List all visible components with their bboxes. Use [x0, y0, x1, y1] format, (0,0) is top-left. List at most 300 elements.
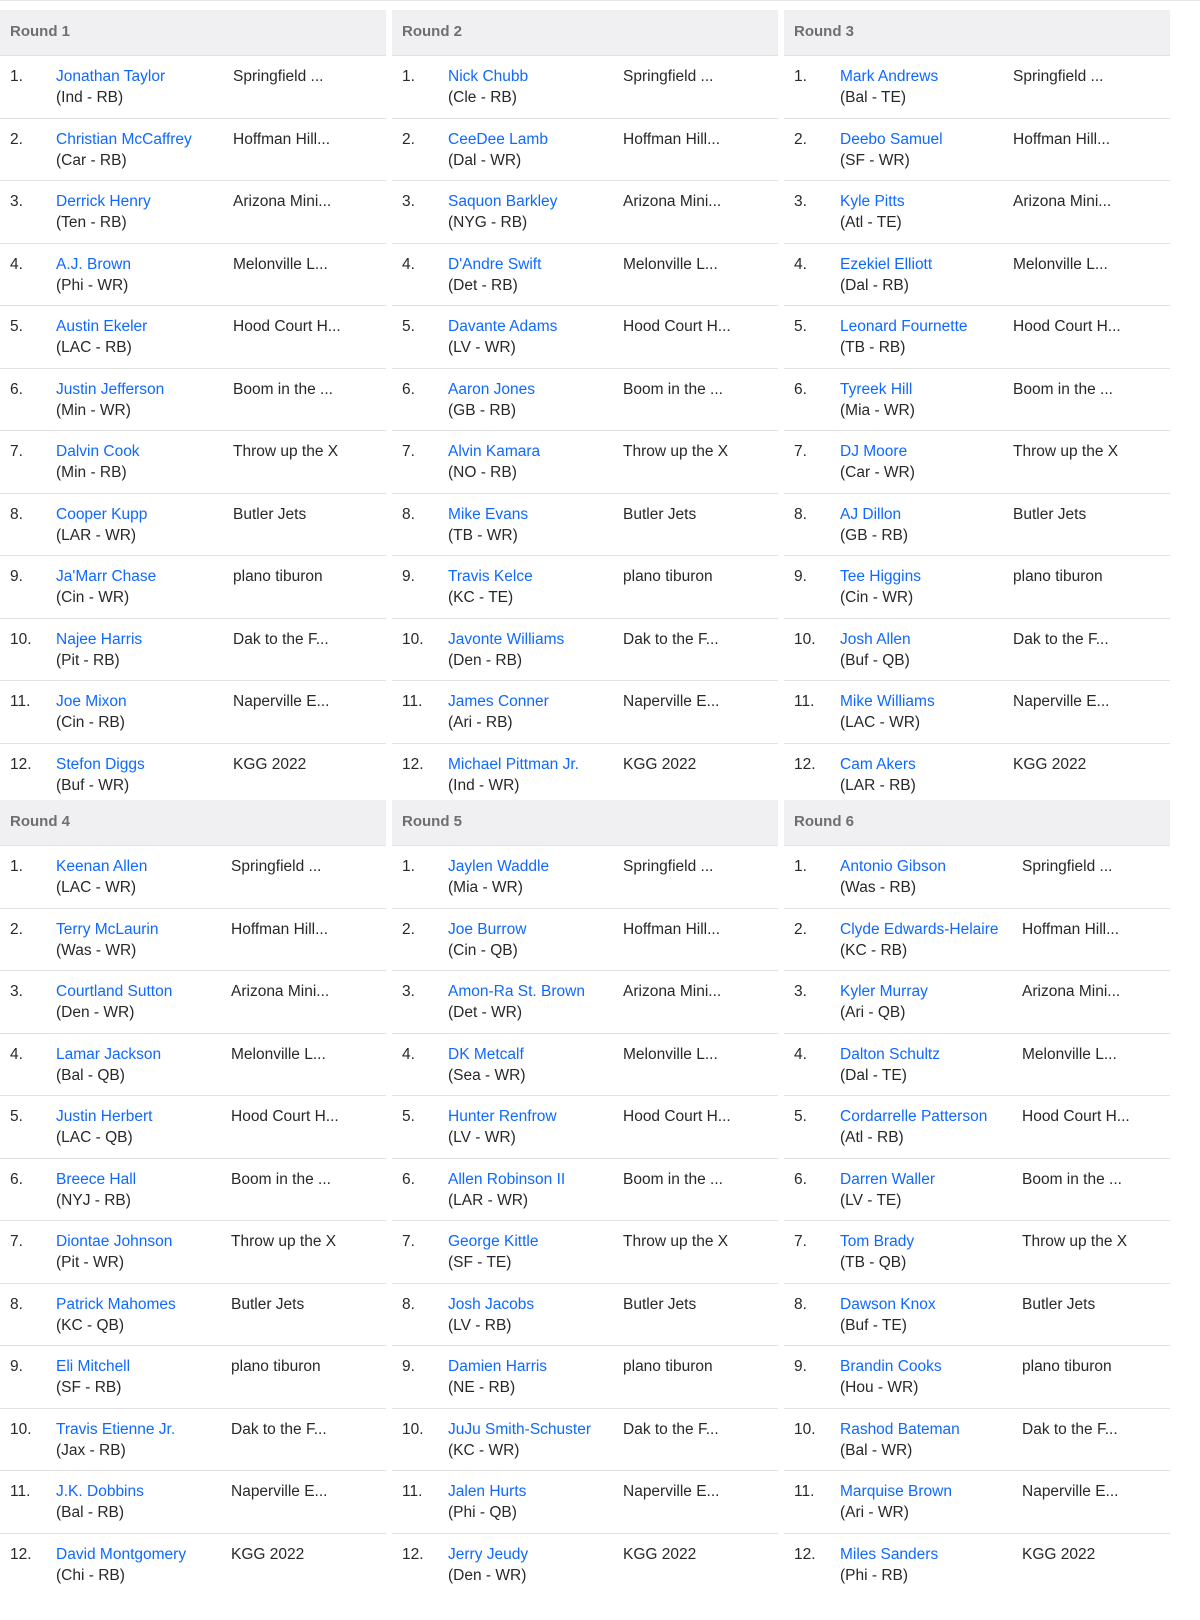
pick-row [0, 369, 386, 432]
player-team-position: (Dal - WR) [448, 151, 522, 169]
pick-number: 7. [10, 443, 23, 460]
fantasy-team-name: Melonville L... [233, 255, 328, 273]
pick-number: 5. [10, 1108, 23, 1125]
pick-row [392, 556, 778, 619]
pick-row [392, 1534, 778, 1597]
player-team-position: (Jax - RB) [56, 1441, 126, 1459]
player-team-position: (Min - RB) [56, 464, 127, 481]
player-name-link[interactable]: Clyde Edwards-Helaire [840, 920, 999, 938]
pick-row [0, 909, 386, 972]
pick-row [784, 846, 1170, 909]
pick-row [392, 56, 778, 119]
player-name-link[interactable]: Ja'Marr Chase [56, 568, 157, 585]
fantasy-team-name: Hoffman Hill... [1013, 130, 1111, 148]
fantasy-team-name: Butler Jets [623, 1295, 697, 1313]
player-name-link[interactable]: Keenan Allen [56, 858, 148, 875]
fantasy-team-name: plano tiburon [231, 1358, 321, 1375]
player-team-position: (LAR - WR) [448, 1191, 529, 1209]
player-cell [448, 254, 541, 296]
pick-row [392, 1034, 778, 1097]
player-team-position: (Ari - QB) [840, 1004, 906, 1021]
player-cell [448, 566, 533, 608]
round-header: Round 2 [392, 10, 778, 56]
pick-row [784, 619, 1170, 682]
player-cell [56, 66, 165, 108]
pick-row [784, 1096, 1170, 1159]
player-name-link[interactable]: Tyreek Hill [840, 380, 913, 398]
pick-number: 8. [794, 505, 807, 523]
pick-number: 9. [10, 1358, 23, 1375]
player-name-link[interactable]: Terry McLaurin [56, 920, 159, 938]
player-team-position: (Pit - RB) [56, 651, 120, 669]
pick-number: 5. [794, 318, 807, 335]
pick-number: 10. [402, 1420, 424, 1438]
pick-row [392, 369, 778, 432]
player-cell [448, 191, 557, 233]
player-name-link[interactable]: Jaylen Waddle [448, 858, 550, 875]
player-name-link[interactable]: Najee Harris [56, 630, 143, 648]
player-team-position: (Was - RB) [840, 879, 917, 896]
fantasy-team-name: Arizona Mini... [623, 983, 722, 1000]
pick-row [784, 369, 1170, 432]
player-name-link[interactable]: Josh Jacobs [448, 1295, 535, 1313]
player-team-position: (Mia - WR) [840, 401, 915, 419]
player-name-link[interactable]: Leonard Fournette [840, 318, 968, 335]
player-name-link[interactable]: Aaron Jones [448, 380, 536, 398]
player-cell [840, 1044, 940, 1086]
pick-row [392, 681, 778, 744]
pick-row [784, 1409, 1170, 1472]
player-team-position: (Chi - RB) [56, 1566, 125, 1584]
pick-number: 1. [794, 858, 807, 875]
player-name-link[interactable]: Christian McCaffrey [56, 130, 192, 148]
player-name-link[interactable]: Jerry Jeudy [448, 1545, 529, 1563]
pick-row [784, 744, 1170, 807]
player-name-link[interactable]: Rashod Bateman [840, 1420, 960, 1438]
player-cell [448, 856, 549, 898]
pick-row [0, 846, 386, 909]
player-name-link[interactable]: Javonte Williams [448, 630, 565, 648]
round-2-section [392, 10, 778, 806]
pick-number: 11. [794, 693, 815, 710]
player-name-link[interactable]: Patrick Mahomes [56, 1295, 176, 1313]
pick-row [392, 431, 778, 494]
player-cell [56, 1231, 172, 1273]
pick-row [0, 1284, 386, 1347]
player-name-link[interactable]: George Kittle [448, 1233, 539, 1250]
player-cell [56, 316, 147, 358]
pick-row [784, 1159, 1170, 1222]
pick-number: 8. [10, 505, 23, 523]
pick-number: 6. [10, 380, 23, 398]
player-team-position: (LAC - WR) [56, 879, 137, 896]
player-cell [840, 1481, 952, 1523]
player-name-link[interactable]: Ezekiel Elliott [840, 255, 933, 273]
player-name-link[interactable]: DJ Moore [840, 443, 908, 460]
player-team-position: (LV - WR) [448, 339, 516, 356]
pick-row [392, 306, 778, 369]
player-name-link[interactable]: James Conner [448, 693, 549, 710]
player-team-position: (Den - RB) [448, 651, 523, 669]
fantasy-team-name: Hoffman Hill... [231, 920, 329, 938]
player-name-link[interactable]: Joe Burrow [448, 920, 527, 938]
pick-row [0, 119, 386, 182]
player-name-link[interactable]: Antonio Gibson [840, 858, 946, 875]
player-name-link[interactable]: Dalvin Cook [56, 443, 140, 460]
player-cell [448, 1169, 565, 1211]
fantasy-team-name: Hoffman Hill... [1022, 920, 1120, 938]
round-header: Round 5 [392, 800, 778, 846]
pick-row [392, 244, 778, 307]
fantasy-team-name: Throw up the X [233, 443, 339, 460]
fantasy-team-name: Naperville E... [1013, 693, 1110, 710]
pick-number: 6. [794, 380, 807, 398]
player-cell [840, 1231, 914, 1273]
pick-row [784, 244, 1170, 307]
pick-row [784, 306, 1170, 369]
pick-number: 8. [794, 1295, 807, 1313]
player-name-link[interactable]: J.K. Dobbins [56, 1483, 144, 1500]
player-team-position: (Cin - WR) [56, 589, 130, 606]
pick-row [0, 681, 386, 744]
fantasy-team-name: Melonville L... [1013, 255, 1108, 273]
player-name-link[interactable]: Davante Adams [448, 318, 558, 335]
player-name-link[interactable]: Dawson Knox [840, 1295, 936, 1313]
player-name-link[interactable]: Nick Chubb [448, 68, 529, 85]
player-name-link[interactable]: Travis Etienne Jr. [56, 1420, 176, 1438]
fantasy-team-name: Hoffman Hill... [623, 920, 721, 938]
pick-number: 11. [402, 693, 423, 710]
top-divider [0, 0, 1200, 1]
pick-number: 9. [794, 1358, 807, 1375]
player-name-link[interactable]: JuJu Smith-Schuster [448, 1420, 591, 1438]
pick-number: 9. [402, 568, 415, 585]
pick-number: 10. [794, 1420, 816, 1438]
player-team-position: (Dal - TE) [840, 1066, 907, 1084]
player-team-position: (SF - RB) [56, 1379, 122, 1396]
player-team-position: (LAC - RB) [56, 339, 132, 356]
player-team-position: (Ind - WR) [448, 776, 520, 794]
player-cell [840, 566, 921, 608]
fantasy-team-name: Hoffman Hill... [233, 130, 331, 148]
fantasy-team-name: Boom in the ... [1013, 380, 1113, 398]
pick-row [784, 1284, 1170, 1347]
pick-number: 11. [10, 1483, 31, 1500]
player-cell [448, 1294, 534, 1336]
pick-number: 1. [794, 68, 807, 85]
fantasy-team-name: Naperville E... [231, 1483, 328, 1500]
player-cell [448, 316, 557, 358]
player-name-link[interactable]: Tee Higgins [840, 568, 921, 585]
player-name-link[interactable]: Kyler Murray [840, 983, 928, 1000]
fantasy-team-name: Hood Court H... [1013, 318, 1121, 335]
pick-number: 4. [10, 1045, 23, 1063]
pick-row [392, 1096, 778, 1159]
player-name-link[interactable]: Kyle Pitts [840, 193, 905, 210]
player-team-position: (Den - WR) [448, 1566, 527, 1584]
pick-number: 5. [10, 318, 23, 335]
fantasy-team-name: KGG 2022 [623, 1545, 697, 1563]
fantasy-team-name: Arizona Mini... [1013, 193, 1112, 210]
player-name-link[interactable]: Deebo Samuel [840, 130, 943, 148]
pick-number: 4. [402, 255, 415, 273]
pick-row [392, 1346, 778, 1409]
fantasy-team-name: Dak to the F... [1022, 1420, 1118, 1438]
player-name-link[interactable]: Alvin Kamara [448, 443, 541, 460]
player-cell [448, 981, 585, 1023]
player-team-position: (NO - RB) [448, 464, 517, 481]
pick-row [784, 119, 1170, 182]
player-team-position: (Cle - RB) [448, 89, 517, 106]
player-name-link[interactable]: Allen Robinson II [448, 1170, 566, 1188]
fantasy-team-name: Throw up the X [1013, 443, 1119, 460]
player-name-link[interactable]: Stefon Diggs [56, 755, 145, 773]
fantasy-team-name: Throw up the X [231, 1233, 337, 1250]
pick-row [0, 306, 386, 369]
pick-number: 12. [10, 755, 32, 773]
fantasy-team-name: KGG 2022 [623, 755, 697, 773]
player-cell [840, 981, 928, 1023]
fantasy-team-name: Dak to the F... [623, 1420, 719, 1438]
player-name-link[interactable]: David Montgomery [56, 1545, 187, 1563]
pick-row [0, 1409, 386, 1472]
player-team-position: (LAR - WR) [56, 526, 137, 544]
fantasy-team-name: Boom in the ... [231, 1170, 331, 1188]
round-header: Round 3 [784, 10, 1170, 56]
fantasy-team-name: plano tiburon [623, 1358, 713, 1375]
fantasy-team-name: Boom in the ... [623, 380, 723, 398]
player-team-position: (TB - WR) [448, 526, 518, 544]
fantasy-team-name: plano tiburon [623, 568, 713, 585]
player-name-link[interactable]: Diontae Johnson [56, 1233, 173, 1250]
pick-number: 12. [794, 755, 816, 773]
round-4-section [0, 800, 386, 1596]
player-name-link[interactable]: Dalton Schultz [840, 1045, 940, 1063]
pick-row [784, 1034, 1170, 1097]
player-cell [56, 919, 159, 961]
player-name-link[interactable]: Damien Harris [448, 1358, 548, 1375]
pick-number: 4. [10, 255, 23, 273]
fantasy-team-name: Hood Court H... [623, 1108, 731, 1125]
player-team-position: (SF - TE) [448, 1254, 512, 1271]
player-name-link[interactable]: AJ Dillon [840, 505, 902, 523]
pick-row [392, 971, 778, 1034]
fantasy-team-name: Springfield ... [233, 68, 324, 85]
fantasy-team-name: Melonville L... [623, 1045, 718, 1063]
fantasy-team-name: Hood Court H... [1022, 1108, 1130, 1125]
player-team-position: (Was - WR) [56, 941, 137, 959]
fantasy-team-name: KGG 2022 [1022, 1545, 1096, 1563]
player-cell [56, 1356, 130, 1398]
pick-number: 2. [794, 920, 807, 938]
player-cell [56, 129, 192, 171]
player-cell [840, 754, 916, 796]
player-team-position: (Atl - TE) [840, 214, 902, 231]
player-team-position: (Mia - WR) [448, 879, 523, 896]
player-cell [840, 691, 935, 733]
round-header: Round 6 [784, 800, 1170, 846]
player-name-link[interactable]: Jonathan Taylor [56, 68, 166, 85]
pick-row [0, 1096, 386, 1159]
player-cell [840, 379, 915, 421]
player-name-link[interactable]: Jalen Hurts [448, 1483, 527, 1500]
player-team-position: (NE - RB) [448, 1379, 516, 1396]
player-name-link[interactable]: Amon-Ra St. Brown [448, 983, 585, 1000]
player-name-link[interactable]: Hunter Renfrow [448, 1108, 557, 1125]
fantasy-team-name: Hoffman Hill... [623, 130, 721, 148]
player-cell [56, 1169, 136, 1211]
fantasy-team-name: Dak to the F... [231, 1420, 327, 1438]
player-name-link[interactable]: DK Metcalf [448, 1045, 524, 1063]
round-3-section [784, 10, 1170, 806]
fantasy-team-name: Throw up the X [1022, 1233, 1128, 1250]
pick-number: 1. [402, 858, 415, 875]
player-cell [840, 1106, 987, 1148]
player-team-position: (LAR - RB) [840, 776, 916, 794]
fantasy-team-name: Hood Court H... [623, 318, 731, 335]
player-name-link[interactable]: Lamar Jackson [56, 1045, 162, 1063]
player-name-link[interactable]: Breece Hall [56, 1170, 137, 1188]
pick-number: 10. [10, 1420, 32, 1438]
player-team-position: (Den - WR) [56, 1004, 135, 1021]
player-name-link[interactable]: D'Andre Swift [448, 255, 542, 273]
player-name-link[interactable]: Justin Herbert [56, 1108, 153, 1125]
player-team-position: (Ari - WR) [840, 1504, 909, 1521]
fantasy-team-name: KGG 2022 [231, 1545, 305, 1563]
pick-row [784, 1221, 1170, 1284]
player-team-position: (Phi - WR) [56, 276, 129, 294]
player-team-position: (TB - QB) [840, 1254, 907, 1271]
pick-number: 11. [10, 693, 31, 710]
player-team-position: (Ind - RB) [56, 89, 124, 106]
player-cell [840, 1169, 935, 1211]
player-name-link[interactable]: Brandin Cooks [840, 1358, 942, 1375]
player-team-position: (Phi - RB) [840, 1566, 909, 1584]
pick-number: 12. [794, 1545, 816, 1563]
player-name-link[interactable]: Courtland Sutton [56, 983, 173, 1000]
player-name-link[interactable]: Darren Waller [840, 1170, 936, 1188]
pick-row [392, 909, 778, 972]
player-name-link[interactable]: Josh Allen [840, 630, 911, 648]
player-cell [56, 1544, 186, 1586]
player-name-link[interactable]: Eli Mitchell [56, 1358, 131, 1375]
pick-row [0, 619, 386, 682]
fantasy-team-name: Springfield ... [623, 858, 714, 875]
pick-row [392, 846, 778, 909]
pick-number: 3. [794, 193, 807, 210]
player-team-position: (Hou - WR) [840, 1379, 919, 1396]
fantasy-team-name: Arizona Mini... [233, 193, 332, 210]
pick-number: 4. [794, 1045, 807, 1063]
pick-number: 6. [10, 1170, 23, 1188]
player-name-link[interactable]: Mike Williams [840, 693, 935, 710]
player-name-link[interactable]: Derrick Henry [56, 193, 151, 210]
player-cell [448, 379, 535, 421]
player-name-link[interactable]: Miles Sanders [840, 1545, 939, 1563]
player-name-link[interactable]: CeeDee Lamb [448, 130, 548, 148]
pick-number: 7. [402, 1233, 415, 1250]
player-team-position: (Bal - TE) [840, 89, 907, 106]
pick-number: 7. [10, 1233, 23, 1250]
pick-row [784, 1346, 1170, 1409]
player-name-link[interactable]: Tom Brady [840, 1233, 915, 1250]
player-name-link[interactable]: Saquon Barkley [448, 193, 558, 210]
player-cell [448, 66, 528, 108]
fantasy-team-name: Naperville E... [233, 693, 330, 710]
pick-row [0, 1471, 386, 1534]
player-cell [448, 1419, 591, 1461]
player-name-link[interactable]: Austin Ekeler [56, 318, 148, 335]
player-cell [56, 1106, 152, 1148]
player-team-position: (Cin - QB) [448, 941, 518, 959]
player-cell [840, 441, 915, 483]
pick-number: 3. [402, 983, 415, 1000]
player-team-position: (Ten - RB) [56, 214, 127, 231]
player-team-position: (Dal - RB) [840, 276, 909, 294]
player-cell [840, 316, 968, 358]
player-name-link[interactable]: Mike Evans [448, 505, 529, 523]
pick-number: 3. [10, 193, 23, 210]
player-name-link[interactable]: Cam Akers [840, 755, 916, 773]
player-name-link[interactable]: Cooper Kupp [56, 505, 148, 523]
fantasy-team-name: Throw up the X [623, 443, 729, 460]
pick-number: 9. [10, 568, 23, 585]
player-name-link[interactable]: Cordarrelle Patterson [840, 1108, 988, 1125]
fantasy-team-name: Naperville E... [623, 1483, 720, 1500]
player-cell [448, 1544, 528, 1586]
player-name-link[interactable]: Joe Mixon [56, 693, 127, 710]
fantasy-team-name: Naperville E... [623, 693, 720, 710]
player-name-link[interactable]: Travis Kelce [448, 568, 533, 585]
pick-row [0, 181, 386, 244]
fantasy-team-name: KGG 2022 [233, 755, 307, 773]
fantasy-team-name: Melonville L... [1022, 1045, 1117, 1063]
player-team-position: (SF - WR) [840, 151, 910, 169]
pick-number: 8. [402, 505, 415, 523]
player-name-link[interactable]: Michael Pittman Jr. [448, 755, 579, 773]
player-name-link[interactable]: A.J. Brown [56, 255, 131, 273]
fantasy-team-name: Naperville E... [1022, 1483, 1119, 1500]
pick-number: 12. [402, 755, 424, 773]
pick-row [0, 431, 386, 494]
fantasy-team-name: Hood Court H... [231, 1108, 339, 1125]
fantasy-team-name: Dak to the F... [623, 630, 719, 648]
player-team-position: (Atl - RB) [840, 1129, 904, 1146]
player-team-position: (LV - TE) [840, 1191, 902, 1209]
pick-number: 9. [402, 1358, 415, 1375]
player-cell [56, 981, 172, 1023]
pick-row [784, 181, 1170, 244]
player-cell [56, 629, 142, 671]
pick-number: 4. [794, 255, 807, 273]
player-team-position: (LV - WR) [448, 1129, 516, 1146]
player-team-position: (Ari - RB) [448, 714, 513, 731]
pick-row [0, 971, 386, 1034]
player-team-position: (Cin - WR) [840, 589, 914, 606]
pick-number: 9. [794, 568, 807, 585]
player-cell [840, 856, 946, 898]
player-cell [840, 191, 905, 233]
fantasy-team-name: Boom in the ... [233, 380, 333, 398]
player-name-link[interactable]: Marquise Brown [840, 1483, 952, 1500]
pick-row [0, 1534, 386, 1597]
pick-row [784, 494, 1170, 557]
fantasy-team-name: Arizona Mini... [623, 193, 722, 210]
player-name-link[interactable]: Mark Andrews [840, 68, 939, 85]
fantasy-team-name: plano tiburon [1013, 568, 1103, 585]
pick-row [784, 971, 1170, 1034]
player-name-link[interactable]: Justin Jefferson [56, 380, 165, 398]
